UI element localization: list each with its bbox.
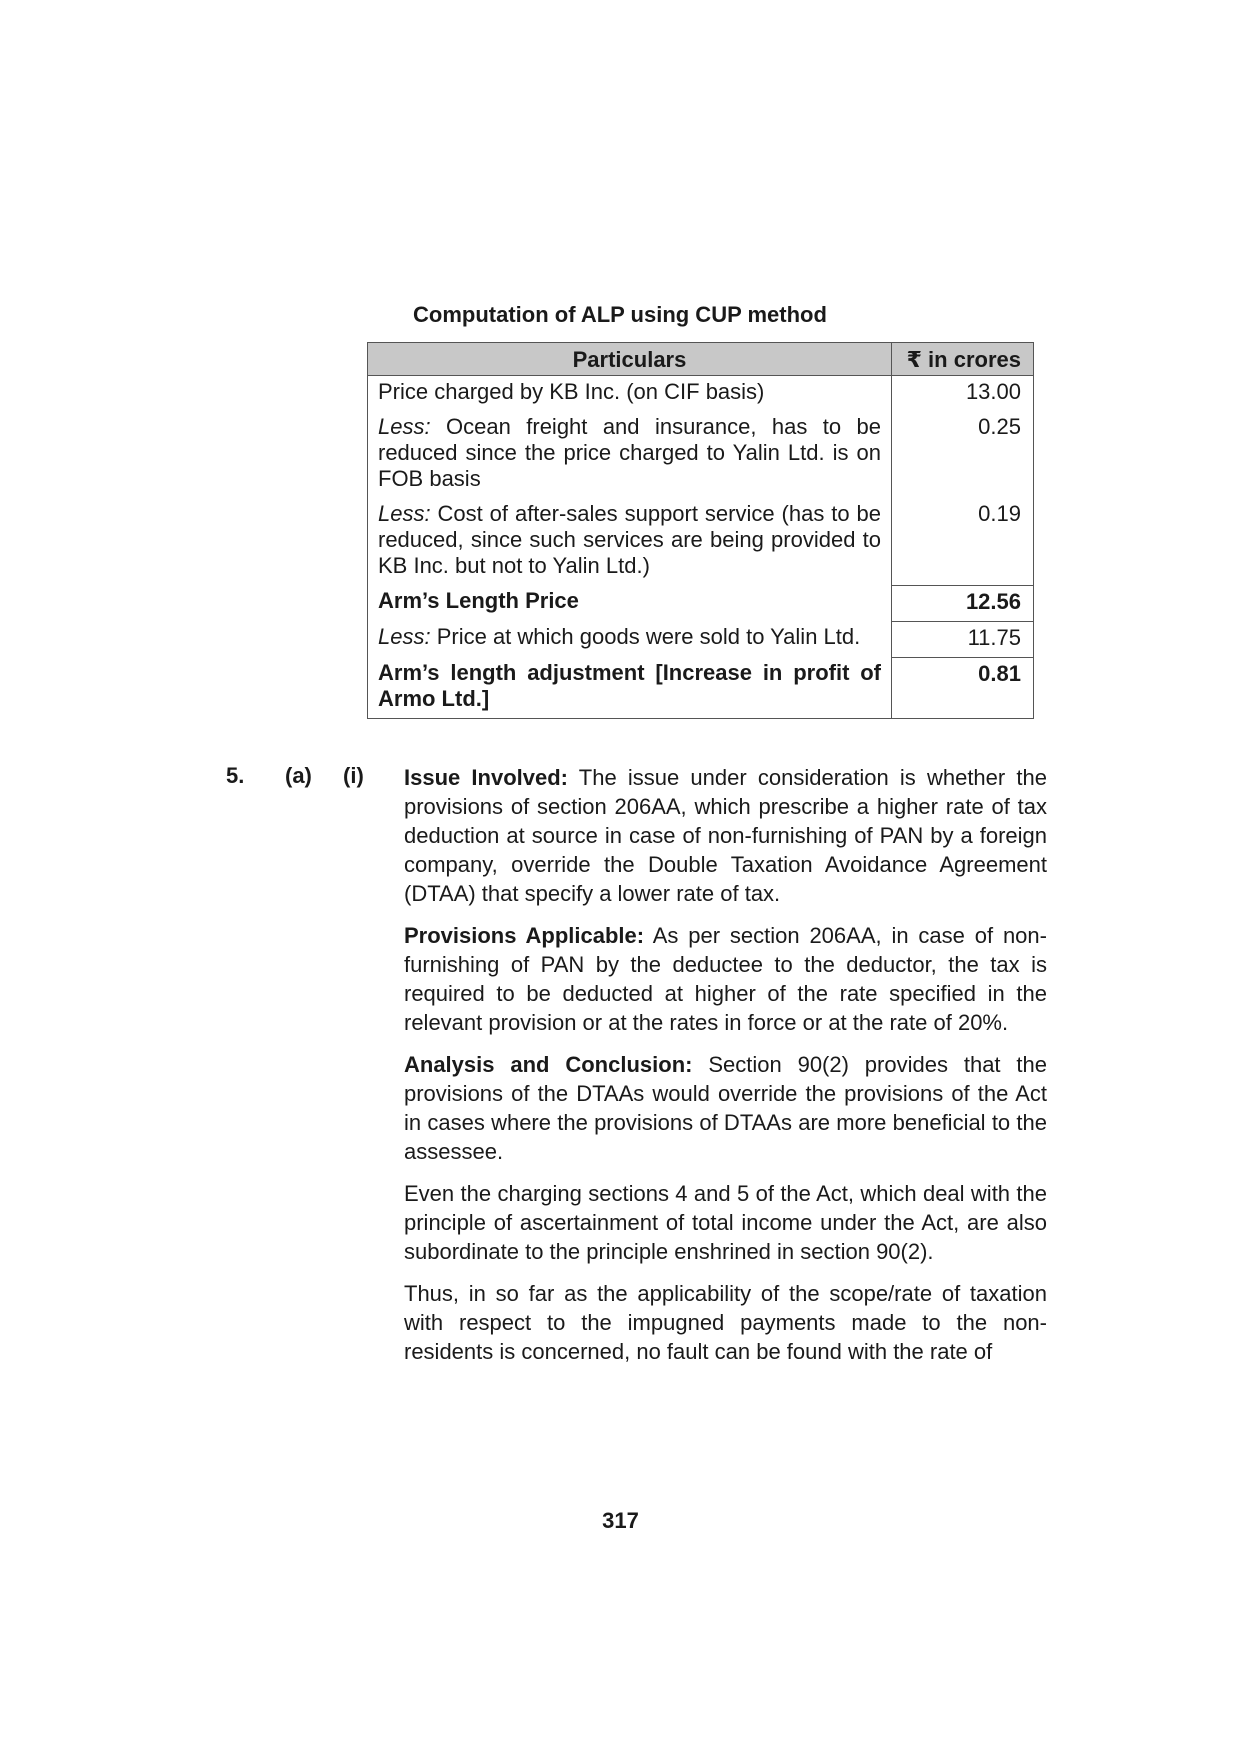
row-text: Cost of after-sales support service (has to be reduced, since such services are being provided to KB Inc. but not to Yalin Ltd.) [378,501,881,578]
question-number: 5. [226,763,245,788]
alp-computation-table [367,342,1034,719]
paragraph-text: Thus, in so far as the applicability of the scope/rate of taxation with respect to the impugned payments made to the non-residents is concerned, no fault can be found with the rate of [404,1281,1047,1364]
paragraph-heading: Analysis and Conclusion: [404,1052,693,1077]
row-particulars [368,585,892,621]
paragraph [404,1279,1047,1366]
row-amount: 0.25 [892,411,1034,498]
row-text: Arm’s Length Price [378,588,579,613]
table-row [368,657,1034,719]
table-row [368,411,1034,498]
paragraph [404,1050,1047,1166]
table-row [368,498,1034,585]
question-subpart: (i) [343,763,364,788]
row-particulars [368,498,892,585]
table-title: Computation of ALP using CUP method [413,302,827,327]
row-text: Arm’s length adjustment [Increase in profit of Armo Ltd.] [378,660,881,711]
particulars-header: Particulars [368,343,892,376]
row-particulars [368,657,892,719]
page-number: 317 [602,1508,639,1533]
row-amount: 0.19 [892,498,1034,585]
paragraph [404,763,1047,908]
table-header-row [368,343,1034,376]
row-particulars [368,376,892,412]
row-particulars [368,411,892,498]
paragraph [404,1179,1047,1266]
row-particulars [368,621,892,657]
paragraph [404,921,1047,1037]
row-text: Price at which goods were sold to Yalin Ltd. [430,624,861,649]
paragraph-text: The issue under consideration is whether the provisions of section 206AA, which prescribe a higher rate of tax deduction at source in case of non-furnishing of PAN by a foreign company, override the Double Taxation Avoidance Agreement (DTAA) that specify a lower rate of tax. [404,765,1047,906]
table-row [368,621,1034,657]
table-row [368,585,1034,621]
paragraph-text: Section 90(2) provides that the provisions of the DTAAs would override the provisions of the Act in cases where the provisions of DTAAs are more beneficial to the assessee. [404,1052,1047,1164]
row-amount: 11.75 [892,621,1034,657]
paragraph-text: Even the charging sections 4 and 5 of the Act, which deal with the principle of ascertainment of total income under the Act, are also subordinate to the principle enshrined in section 90(2). [404,1181,1047,1264]
row-amount: 12.56 [892,585,1034,621]
row-prefix: Less: [378,501,431,526]
row-text: Ocean freight and insurance, has to be reduced since the price charged to Yalin Ltd. is on FOB basis [378,414,881,491]
row-prefix: Less: [378,414,431,439]
paragraph-text: As per section 206AA, in case of non-furnishing of PAN by the deductee to the deductor, the tax is required to be deducted at higher of the rate specified in the relevant provision or at the rates in force or at the rate of 20%. [404,923,1047,1035]
row-amount: 13.00 [892,376,1034,412]
table-row [368,376,1034,412]
paragraph-heading: Provisions Applicable: [404,923,645,948]
row-prefix: Less: [378,624,431,649]
answer-body [404,763,1047,1379]
row-amount: 0.81 [892,657,1034,719]
paragraph-heading: Issue Involved: [404,765,569,790]
question-part: (a) [285,763,312,788]
amount-header: ₹ in crores [892,343,1034,376]
row-text: Price charged by KB Inc. (on CIF basis) [378,379,765,404]
